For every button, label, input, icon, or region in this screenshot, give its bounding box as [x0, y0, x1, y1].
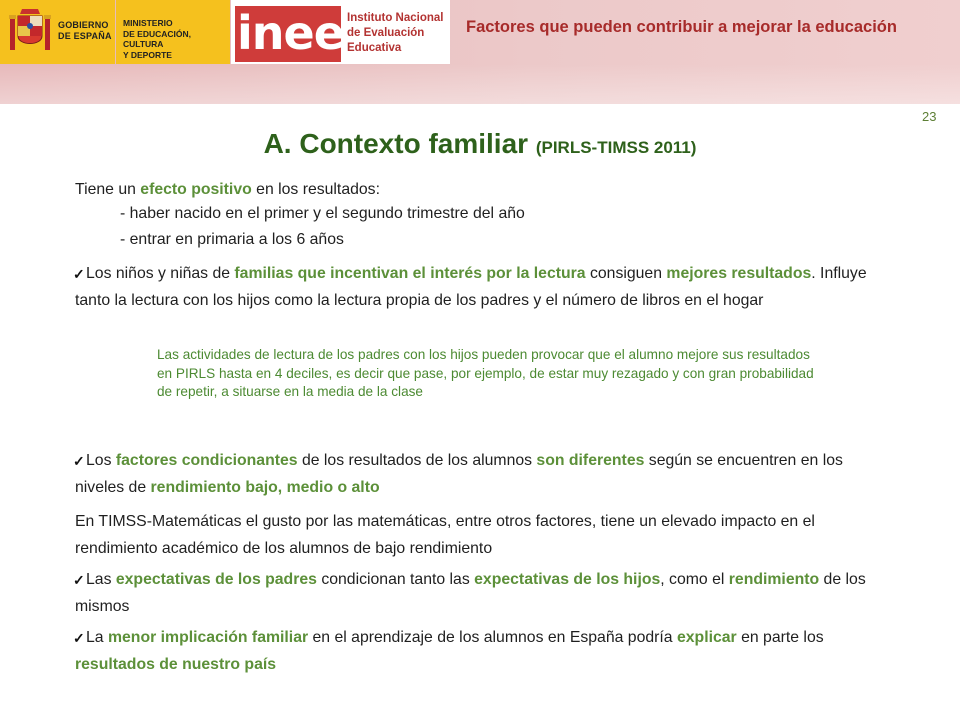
- page-number: 23: [922, 109, 937, 124]
- bullet-text: La: [86, 629, 108, 646]
- bullet-text: Los: [86, 452, 116, 469]
- bullet-text: consiguen: [585, 265, 667, 282]
- bullet-text: de los mismos: [75, 571, 866, 615]
- checkmark-icon: ✓: [73, 630, 85, 646]
- bullet-text: de los resultados de los alumnos: [297, 452, 537, 469]
- intro-paragraph: [75, 177, 887, 204]
- bullet-factores: [75, 448, 887, 501]
- indent-item: - entrar en primaria a los 6 años: [120, 231, 344, 248]
- checkmark-icon: ✓: [73, 453, 85, 469]
- header-band: [0, 0, 960, 104]
- bullet-highlight: explicar: [676, 629, 737, 646]
- bullet-text: Las: [86, 571, 116, 588]
- inee-logo-text: inee: [237, 6, 344, 60]
- intro-text: Tiene un: [75, 181, 141, 198]
- timss-paragraph: En TIMSS-Matemáticas el gusto por las matemáticas, entre otros factores, tiene un elevado impacto en el rendimiento académico de los alumnos de bajo rendimiento: [75, 513, 815, 557]
- gobierno-logo: [0, 0, 115, 64]
- bullet-highlight: factores condicionantes: [115, 452, 298, 469]
- bullet-text: en el aprendizaje de los alumnos en España podría: [308, 629, 677, 646]
- bullet-text: según se encuentren en los niveles de: [75, 452, 843, 496]
- bullet-highlight: menor implicación familiar: [107, 629, 309, 646]
- bullet-text: en parte los: [736, 629, 824, 646]
- inee-logo: [231, 0, 450, 64]
- intro-text-end: en los resultados:: [251, 181, 380, 198]
- indent-item: - haber nacido en el primer y el segundo trimestre del año: [120, 205, 525, 222]
- coat-of-arms-icon: [8, 8, 52, 56]
- bullet-implicacion: [75, 625, 887, 678]
- bullet-highlight: expectativas de los padres: [115, 571, 317, 588]
- header-shade: [0, 64, 960, 104]
- bullet-highlight: expectativas de los hijos: [474, 571, 661, 588]
- inee-name: Instituto Nacional de Evaluación Educativa: [347, 12, 444, 54]
- bullet-text: Los niños y niñas de: [86, 265, 235, 282]
- intro-highlight: efecto positivo: [140, 181, 252, 198]
- slide-title-main: A. Contexto familiar: [263, 128, 529, 159]
- checkmark-icon: ✓: [73, 266, 85, 282]
- bullet-text: condicionan tanto las: [316, 571, 475, 588]
- bullet-highlight: familias que incentivan el interés por la lectura: [234, 265, 586, 282]
- bullet-highlight: resultados de nuestro país: [75, 655, 277, 673]
- bullet-highlight: rendimiento bajo, medio o alto: [150, 478, 380, 496]
- ministerio-logo: [116, 0, 230, 64]
- bullet-familias: [75, 261, 887, 314]
- bullet-text: , como el: [660, 571, 729, 588]
- gobierno-label: GOBIERNO DE ESPAÑA: [58, 20, 112, 41]
- bullet-highlight: son diferentes: [536, 452, 645, 469]
- inee-logo-mark: [235, 6, 344, 62]
- bullet-highlight: rendimiento: [728, 571, 820, 588]
- checkmark-icon: ✓: [73, 572, 85, 588]
- ministerio-label: MINISTERIO DE EDUCACIÓN, CULTURA Y DEPORTE: [123, 18, 192, 60]
- bullet-text: . Influye tanto la lectura con los hijos como la lectura propia de los padres y el número de libros en el hogar: [75, 265, 867, 309]
- bullet-expectativas: [75, 567, 887, 620]
- slide-title: [0, 128, 960, 160]
- bullet-highlight: mejores resultados: [666, 265, 812, 282]
- header-title: Factores que pueden contribuir a mejorar la educación: [466, 18, 897, 36]
- deciles-note: Las actividades de lectura de los padres con los hijos pueden provocar que el alumno mejore sus resultados en PIRLS hasta en 4 deciles, es decir que pase, por ejemplo, de estar muy rezagado y con gran probabilidad de repetir, a situarse en la media de la clase: [157, 347, 814, 399]
- slide-title-sub: (PIRLS-TIMSS 2011): [535, 138, 697, 157]
